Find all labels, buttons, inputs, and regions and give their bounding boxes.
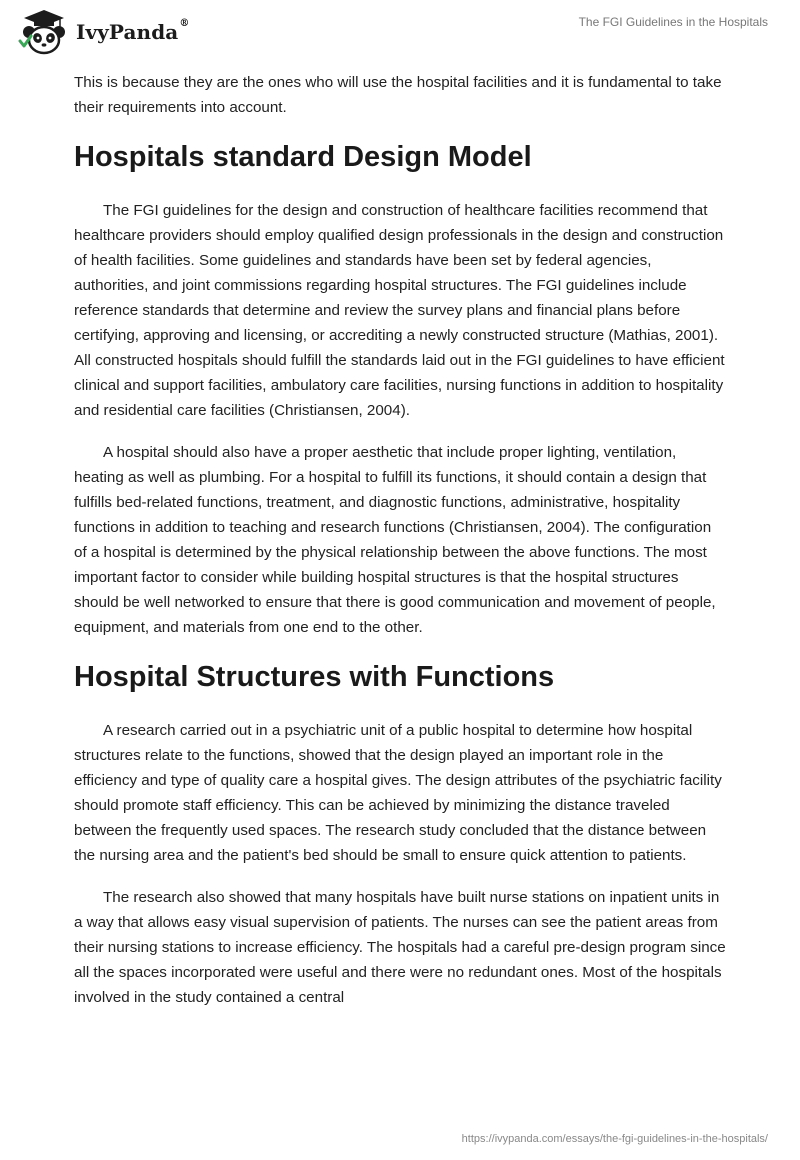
source-url[interactable]: https://ivypanda.com/essays/the-fgi-guidelines-in-the-hospitals/ — [461, 1133, 768, 1145]
paragraph: The research also showed that many hospitals have built nurse stations on inpatient units in a way that allows easy visual supervision of patients. The nurses can see the patient areas from their nursing stations to increase efficiency. The hospitals had a careful pre-design program since all the spaces incorporated were useful and there were no redundant ones. Most of the hospitals involved in the study contained a central — [74, 889, 726, 1006]
brand-name: IvyPanda® — [76, 18, 190, 44]
panda-graduation-cap-icon — [16, 8, 72, 56]
paragraph: A hospital should also have a proper aesthetic that include proper lighting, ventilation, heating as well as plumbing. For a hospital to fulfill its functions, it should contain a design that fulfills bed-related functions, treatment, and diagnostic functions, administrative, hospitality functions in addition to teaching and research functions (Christiansen, 2004). The configuration of a hospital is determined by the physical relationship between the above functions. The most important factor to consider while building hospital structures is that the hospital structures should be well networked to ensure that there is good communication and movement of people, equipment, and materials from one end to the other. — [74, 444, 716, 636]
paragraph: A research carried out in a psychiatric unit of a public hospital to determine how hospital structures relate to the functions, showed that the design played an important role in the efficiency and type of quality care a hospital gives. The design attributes of the psychiatric facility should promote staff efficiency. This can be achieved by minimizing the distance traveled between the frequently used spaces. The research study concluded that the distance between the nursing area and the patient's bed should be small to ensure quick attention to patients. — [74, 722, 722, 864]
trademark-symbol: ® — [179, 18, 190, 29]
article-body — [74, 70, 726, 1010]
brand-logo[interactable] — [16, 8, 189, 56]
paragraph: The FGI guidelines for the design and construction of healthcare facilities recommend that healthcare providers should employ qualified design professionals in the design and construction of health facilities. Some guidelines and standards have been set by federal agencies, authorities, and joint commissions regarding hospital structures. The FGI guidelines include reference standards that determine and review the survey plans and financial plans before certifying, approving and licensing, or accrediting a newly constructed structure (Mathias, 2001). All constructed hospitals should fulfill the standards laid out in the FGI guidelines to have efficient clinical and support facilities, ambulatory care facilities, nursing functions in addition to hospitality and residential care facilities (Christiansen, 2004). — [74, 202, 725, 419]
section-heading-structures-functions: Hospital Structures with Functions — [74, 661, 555, 693]
section-heading-design-model: Hospitals standard Design Model — [74, 141, 532, 173]
document-title: The FGI Guidelines in the Hospitals — [578, 15, 768, 29]
page-header — [0, 0, 800, 62]
intro-paragraph: This is because they are the ones who will use the hospital facilities and it is fundamental to take their requirements into account. — [74, 74, 722, 116]
